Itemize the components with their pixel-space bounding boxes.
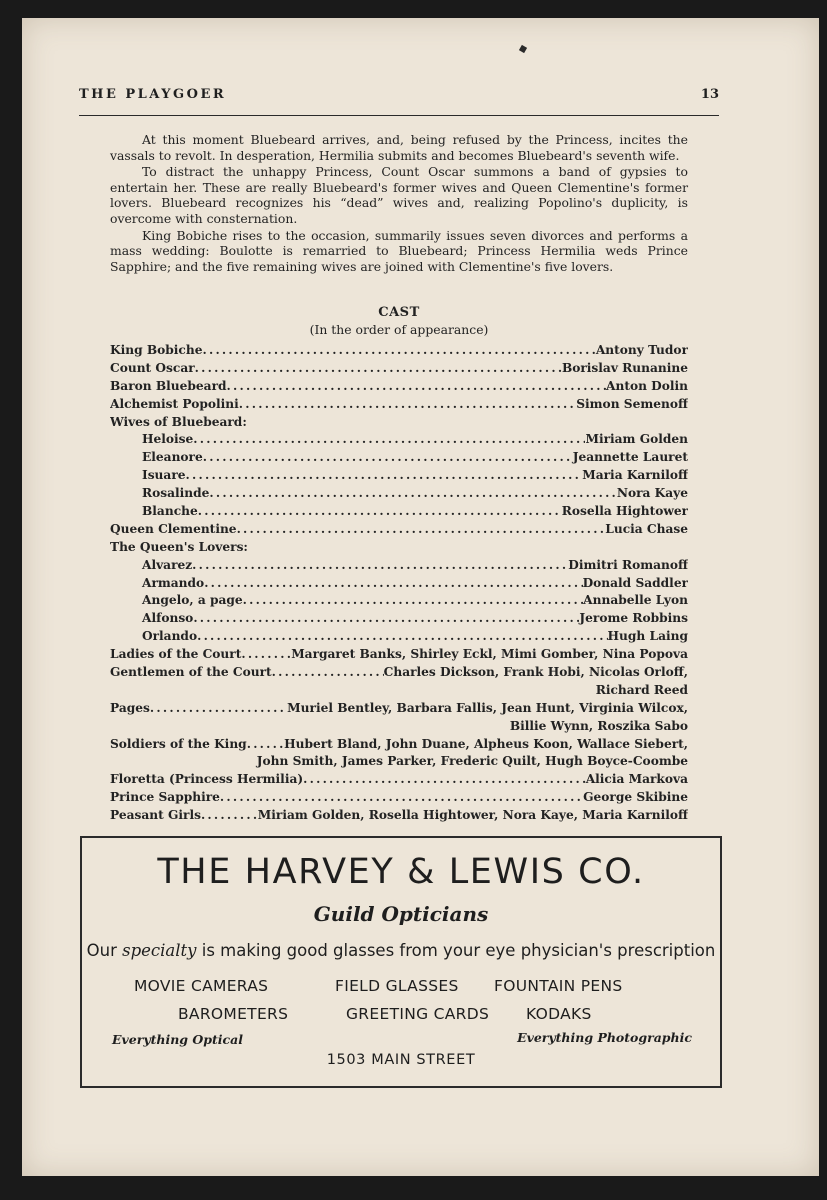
cast-role: Alchemist Popolini [110,396,239,411]
cast-heading-block [110,305,688,337]
cast-row [110,736,688,754]
cast-row [110,610,688,628]
cast-role: Peasant Girls [110,808,201,823]
cast-actor: Maria Karniloff [582,468,688,483]
ad-item: BAROMETERS [178,1005,289,1023]
ad-item: MOVIE CAMERAS [134,977,269,995]
leader-dots [237,521,606,539]
leader-dots [243,592,584,610]
ad-tagline-emphasis: specialty [122,941,197,960]
cast-row [110,396,688,414]
leader-dots [202,342,595,360]
cast-row [110,718,688,736]
cast-actor: Borislav Runanine [561,360,688,375]
cast-row [110,378,688,396]
cast-row [110,467,688,485]
cast-row [110,575,688,593]
cast-role: Alfonso [142,611,194,626]
cast-row [110,557,688,575]
cast-list [110,342,688,825]
cast-role: Ladies of the Court [110,647,242,662]
leader-dots [203,449,573,467]
leader-dots [195,360,562,378]
cast-row [110,539,688,557]
cast-row [110,664,688,682]
leader-dots [192,557,568,575]
ad-subtitle: Guild Opticians [313,902,489,926]
cast-actor: Charles Dickson, Frank Hobi, Nicolas Orloff, [383,665,688,680]
ad-tagline-prefix: Our [86,941,123,960]
cast-actor: Hubert Bland, John Duane, Alpheus Koon, Wallace Siebert, [284,736,688,751]
cast-actor: Billie Wynn, Roszika Sabo [509,718,688,733]
cast-row [110,700,688,718]
cast-row [110,628,688,646]
leader-dots [197,628,607,646]
cast-actor: Richard Reed [595,682,688,697]
header-rule [79,115,719,116]
cast-role: Queen Clementine [110,521,237,536]
cast-role: Orlando [142,629,198,644]
leader-dots [303,771,586,789]
cast-row [110,807,688,825]
cast-subheading: (In the order of appearance) [309,322,489,337]
cast-role: Prince Sapphire [110,790,220,805]
cast-role: Heloise [142,432,194,447]
leader-dots [272,664,384,682]
cast-row [110,592,688,610]
leader-dots [220,789,583,807]
cast-row [110,753,688,771]
cast-actor: Antony Tudor [595,343,688,357]
page-number: 13 [700,87,719,102]
leader-dots [241,646,291,664]
cast-role: Wives of Bluebeard: [110,414,247,429]
leader-dots [186,467,583,485]
cast-row [110,431,688,449]
cast-actor: Annabelle Lyon [583,593,688,608]
synopsis-text [110,132,688,275]
cast-role: Alvarez [142,557,193,572]
cast-actor: Nora Kaye [616,486,688,501]
cast-row [110,485,688,503]
leader-dots [227,378,606,396]
publication-title: THE PLAYGOER [79,87,227,102]
leader-dots [204,575,582,593]
ad-tagline-suffix: is making good glasses from your eye physician's prescription [196,941,716,960]
leader-dots [150,700,287,718]
cast-actor: George Skibine [583,790,688,805]
cast-row [110,682,688,700]
synopsis-paragraph: At this moment Bluebeard arrives, and, being refused by the Princess, incites the vassals to revolt. In desperation, Hermilia submits and becomes Bluebeard's seventh wife. [110,132,688,163]
cast-row [110,789,688,807]
cast-heading: CAST [378,305,420,320]
cast-actor: Anton Dolin [606,378,688,393]
ad-left-note: Everything Optical [112,1032,243,1047]
cast-actor: Muriel Bentley, Barbara Fallis, Jean Hunt, Virginia Wilcox, [287,700,688,715]
cast-actor: Simon Semenoff [576,396,688,411]
running-header [79,87,719,107]
cast-actor: Alicia Markova [585,772,688,787]
cast-actor: Jeannette Lauret [572,450,688,465]
cast-actor: John Smith, James Parker, Frederic Quilt, Hugh Boyce-Coombe [256,754,688,769]
leader-dots [209,485,616,503]
cast-role: Gentlemen of the Court [110,665,272,680]
ad-address: 1503 MAIN STREET [326,1052,476,1068]
leader-dots [193,610,579,628]
cast-actor: Margaret Banks, Shirley Eckl, Mimi Gomber, Nina Popova [291,647,688,662]
cast-row [110,503,688,521]
cast-actor: Hugh Laing [607,629,688,644]
cast-row [110,646,688,664]
cast-role: Isuare [142,468,186,483]
cast-row [110,414,688,432]
cast-role: Floretta (Princess Hermilia) [110,772,304,787]
leader-dots [247,736,284,754]
leader-dots [239,396,576,414]
cast-actor: Dimitri Romanoff [568,557,688,572]
cast-role: Pages [110,700,150,715]
cast-role: Soldiers of the King [110,736,247,751]
cast-actor: Rosella Hightower [561,504,688,519]
ad-item: KODAKS [526,1005,592,1023]
cast-role: Armando [142,575,205,590]
cast-role: The Queen's Lovers: [110,539,248,554]
ad-tagline [82,941,720,960]
cast-row [110,521,688,539]
cast-role: Eleanore [142,450,203,465]
cast-row [110,360,688,378]
cast-actor: Donald Saddler [582,575,688,590]
ad-item: FIELD GLASSES [335,977,459,995]
cast-actor: Miriam Golden [585,432,688,447]
cast-role: Blanche [142,504,198,519]
leader-dots [193,431,585,449]
cast-role: Angelo, a page [142,593,243,608]
cast-row [110,449,688,467]
ad-right-note: Everything Photographic [517,1030,692,1045]
ad-company-name: THE HARVEY & LEWIS CO. [157,852,645,892]
leader-dots [198,503,562,521]
synopsis-paragraph: King Bobiche rises to the occasion, summarily issues seven divorces and performs a mass wedding: Boulotte is remarried to Bluebeard; Princess Hermilia weds Prince Sapphire; and the five remaining wives are joined with Clementine's five lovers. [110,227,688,274]
ad-item: GREETING CARDS [346,1005,490,1023]
cast-row [110,342,688,360]
cast-actor: Miriam Golden, Rosella Hightower, Nora Kaye, Maria Karniloff [257,808,688,823]
ad-item: FOUNTAIN PENS [494,977,623,995]
cast-role: Rosalinde [142,486,210,501]
synopsis-paragraph: To distract the unhappy Princess, Count Oscar summons a band of gypsies to entertain her. These are really Bluebeard's former wives and Queen Clementine's former lovers. Bluebeard recognizes his “dead” wives and, realizing Popolino's duplicity, is overcome with consternation. [110,164,688,226]
leader-dots [201,807,258,825]
cast-role: Count Oscar [110,360,195,375]
cast-row [110,771,688,789]
cast-role: Baron Bluebeard [110,378,227,393]
cast-actor: Jerome Robbins [579,611,688,626]
cast-role: King Bobiche [110,343,203,357]
cast-actor: Lucia Chase [605,521,688,536]
advertisement [80,836,722,1088]
